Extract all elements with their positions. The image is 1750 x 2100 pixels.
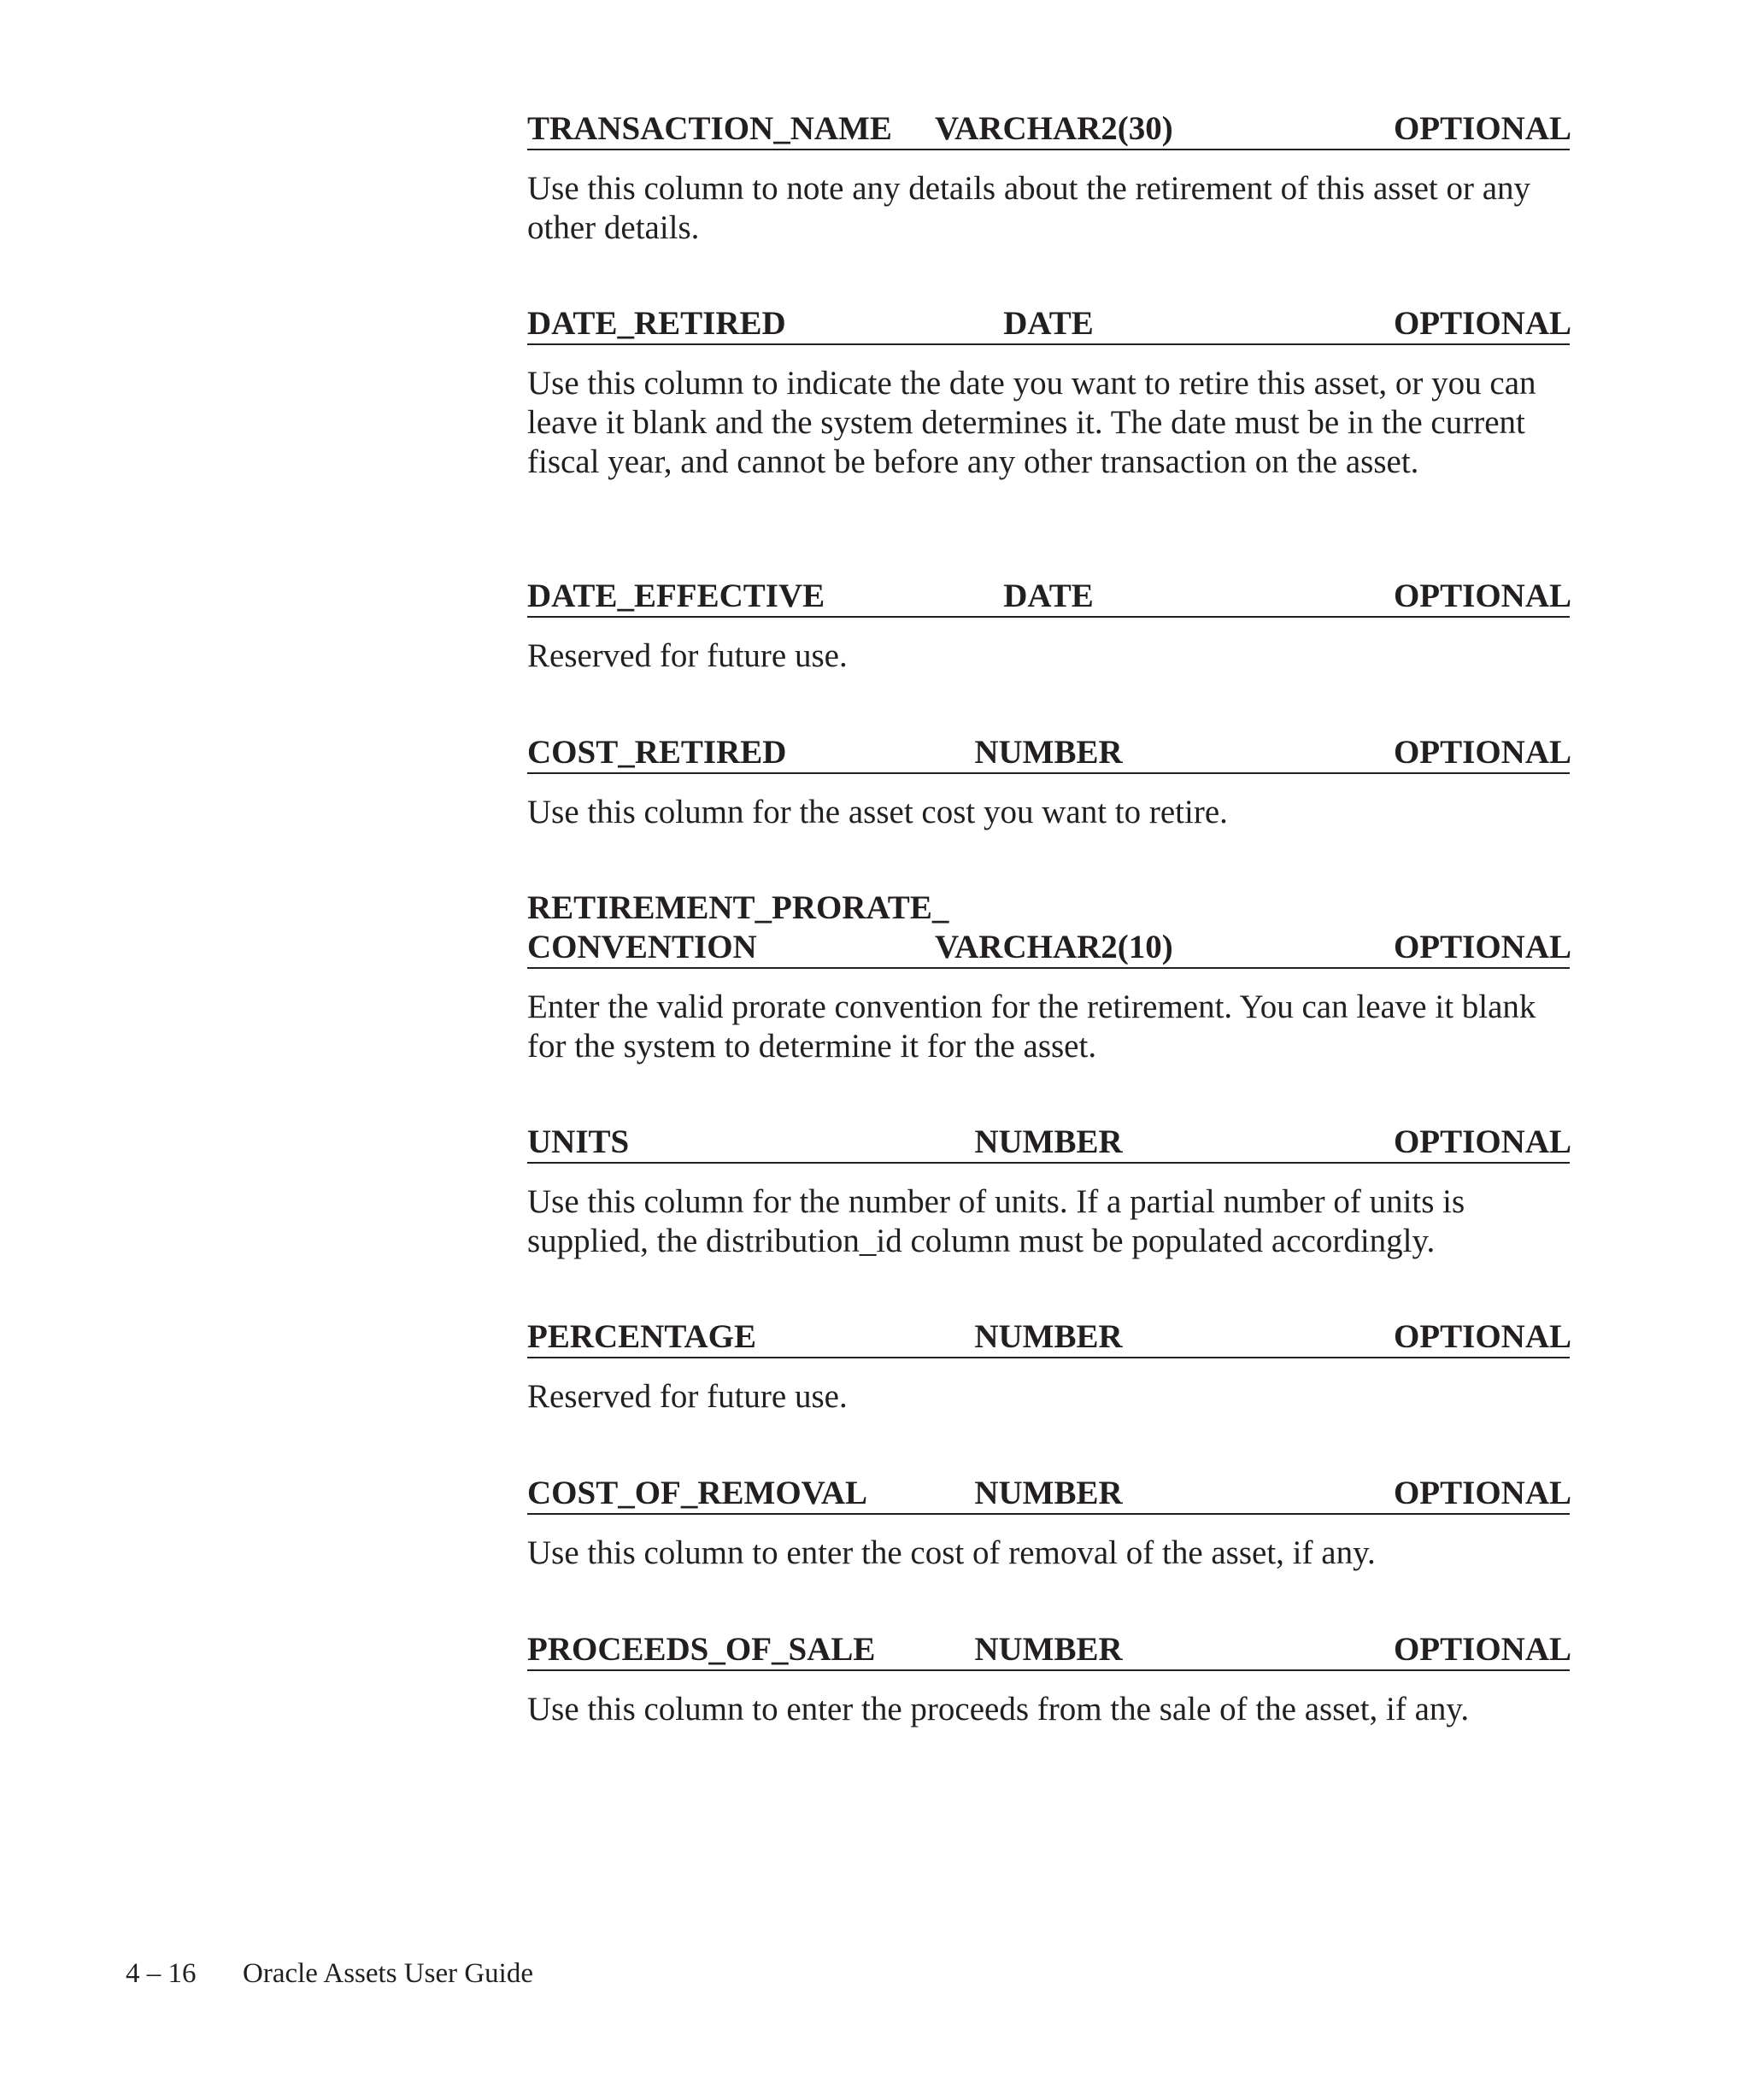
entry-header	[527, 1317, 1570, 1358]
column-status: OPTIONAL	[1393, 929, 1571, 965]
column-description: Reserved for future use.	[527, 1378, 848, 1415]
column-datatype: VARCHAR2(30)	[935, 110, 1173, 147]
column-name: PERCENTAGE	[527, 1318, 756, 1355]
column-description: Use this column for the asset cost you want to retire.	[527, 794, 1228, 830]
column-entry-units	[527, 1123, 1570, 1261]
column-status: OPTIONAL	[1393, 1318, 1571, 1355]
column-name: CONVENTION	[527, 929, 757, 965]
column-entry-date-retired	[527, 304, 1570, 482]
column-name: COST_RETIRED	[527, 734, 787, 771]
entry-header	[527, 1630, 1570, 1671]
column-name: PROCEEDS_OF_SALE	[527, 1631, 876, 1668]
entry-header	[527, 304, 1570, 345]
column-status: OPTIONAL	[1393, 1123, 1571, 1160]
column-entry-percentage	[527, 1317, 1570, 1417]
column-description: Use this column to enter the proceeds from the sale of the asset, if any.	[527, 1691, 1470, 1728]
column-datatype: NUMBER	[974, 734, 1123, 771]
column-name: UNITS	[527, 1123, 630, 1160]
column-datatype: DATE	[1003, 305, 1094, 342]
column-status: OPTIONAL	[1393, 578, 1571, 614]
column-entry-transaction-name	[527, 109, 1570, 248]
column-datatype: NUMBER	[974, 1631, 1123, 1668]
column-description: Use this column to note any details about the retirement of this asset or any other details.	[527, 170, 1531, 246]
book-title: Oracle Assets User Guide	[243, 1958, 533, 1989]
column-entry-cost-retired	[527, 733, 1570, 832]
column-description: Use this column for the number of units. If a partial number of units is supplied, the distribution_id column must be populated accordingly.	[527, 1183, 1465, 1259]
column-name-line-1: RETIREMENT_PRORATE_	[527, 889, 949, 926]
column-datatype: NUMBER	[974, 1475, 1123, 1511]
entry-header	[527, 1474, 1570, 1515]
entry-header	[527, 889, 1570, 969]
column-status: OPTIONAL	[1393, 1631, 1571, 1668]
page-footer	[126, 1956, 533, 1991]
column-entry-retirement-prorate-convention	[527, 889, 1570, 1066]
column-datatype: DATE	[1003, 578, 1094, 614]
entry-header	[527, 1123, 1570, 1164]
column-description: Use this column to indicate the date you want to retire this asset, or you can leave it blank and the system determines it. The date must be in the current fiscal year, and cannot be before any other transaction on the asset.	[527, 365, 1536, 480]
column-name: DATE_RETIRED	[527, 305, 786, 342]
column-name: TRANSACTION_NAME	[527, 110, 892, 147]
column-description: Use this column to enter the cost of removal of the asset, if any.	[527, 1534, 1376, 1571]
column-name: COST_OF_REMOVAL	[527, 1475, 867, 1511]
column-status: OPTIONAL	[1393, 110, 1571, 147]
column-description: Reserved for future use.	[527, 637, 848, 674]
column-entry-proceeds-of-sale	[527, 1630, 1570, 1729]
column-datatype: NUMBER	[974, 1318, 1123, 1355]
page-number: 4 – 16	[126, 1958, 197, 1989]
column-status: OPTIONAL	[1393, 305, 1571, 342]
column-datatype: NUMBER	[974, 1123, 1123, 1160]
column-entry-date-effective	[527, 577, 1570, 676]
column-datatype: VARCHAR2(10)	[935, 929, 1173, 965]
column-status: OPTIONAL	[1393, 734, 1571, 771]
entry-header	[527, 577, 1570, 618]
entry-header	[527, 733, 1570, 774]
column-status: OPTIONAL	[1393, 1475, 1571, 1511]
column-description: Enter the valid prorate convention for the retirement. You can leave it blank for the system to determine it for the asset.	[527, 988, 1536, 1065]
column-name: DATE_EFFECTIVE	[527, 578, 825, 614]
column-entry-cost-of-removal	[527, 1474, 1570, 1573]
entry-header	[527, 109, 1570, 150]
